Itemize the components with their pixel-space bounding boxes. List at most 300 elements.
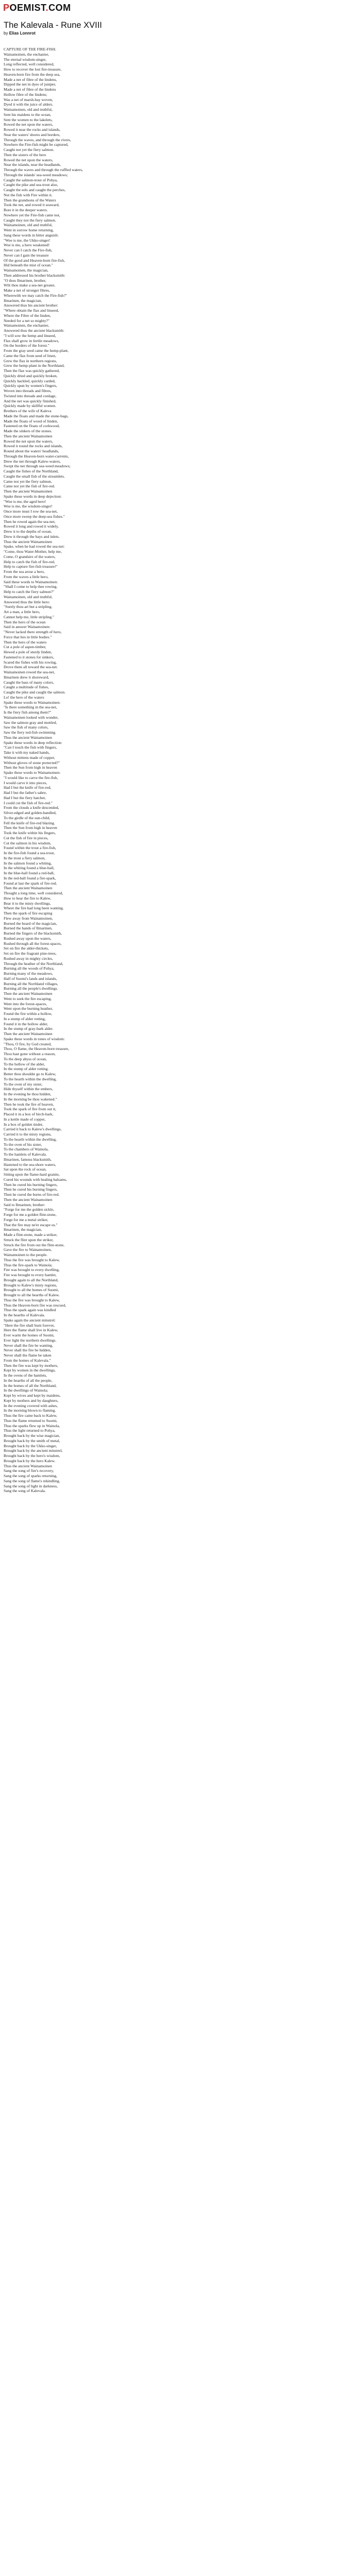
poem-line: To the deep abyss of ocean, (4, 1056, 47, 1061)
poem-line: Burned the hands of Ilmarinen, (4, 926, 53, 931)
poem-line: Carried it to the misty regions, (4, 1132, 52, 1137)
author-link[interactable]: Elias Lonnrot (9, 31, 36, 36)
poem-line: Wainamoinen, the enchanter, (4, 52, 50, 57)
poem-line: From the gray seed came the hemp-plant, (4, 348, 69, 353)
poem-line: Woe is me, a hero weakened! (4, 243, 50, 248)
poem-line: Thought a long time, well considered, (4, 891, 63, 895)
byline-label: by (4, 31, 8, 36)
poem-line: Found it in the hollow alder, (4, 1021, 48, 1026)
poem-line: Went upon the burning heather, (4, 1006, 53, 1011)
poem-line: Set on fire the fragrant pine-trees, (4, 951, 57, 956)
poem-line: Said in answer Wainamoinen: (4, 624, 51, 630)
poem-line: Answered thus the ancient blacksmith: (4, 328, 64, 333)
poem-line: "Is there something in the sea-net, (4, 705, 57, 710)
poem-line: Burning all the Northland villages, (4, 981, 58, 986)
poem-line: Placed it in a box of birch-bark, (4, 1112, 54, 1116)
poem-line: Kept by wives and kept by maidens, (4, 1393, 61, 1398)
poem-line: Hastened to the sea-shore waters, (4, 1162, 56, 1167)
poem-line: To the hearth within the dwelling, (4, 1137, 57, 1142)
poem-line: Wainamoinen looked with wonder, (4, 715, 59, 720)
poem-line: Saw the fiery red-fish swimming. (4, 730, 56, 735)
poem-line: Then the hero of the ocean (4, 619, 46, 624)
poem-line: Had I but the father's sabre, (4, 790, 47, 795)
poem-line: Made the floats and made the stone-bags, (4, 413, 69, 418)
poem-line: Rushed away in mighty circles, (4, 956, 53, 961)
poem-line: Cut the fish of fire in pieces, (4, 835, 48, 840)
poem-line: Thou hast gone without a reason, (4, 1052, 56, 1056)
poem-line: That the fire may ne'er escape us." (4, 1222, 58, 1227)
poem-line: Made the floats of wood of linden, (4, 418, 58, 423)
poem-line: In the evening covered with ashes, (4, 1403, 58, 1408)
poem-line: Better thou shouldst go to Kalew, (4, 1072, 56, 1076)
poem-line: Grew the hemp-plant in the Northland, (4, 363, 65, 368)
poem-line: In a stump of alder rotting, (4, 1016, 46, 1021)
poem-line: Sang the song of sparks returning, (4, 1473, 57, 1478)
poem-line: Of the good and Heaven-born fire-fish, (4, 258, 65, 263)
poem-line: Struck the flint upon the striker, (4, 1237, 54, 1242)
poem-line: Brothers of the wife of Kaleva (4, 409, 52, 413)
poem-line: Then the grandsons of the Waters (4, 197, 56, 202)
poem-line: Then the ancient Wainamoinen (4, 489, 53, 494)
poem-line: From the waves a little hero, (4, 574, 48, 579)
poem-line: Caught the pike and sea-trout also, (4, 182, 58, 188)
poem-line: Forge for me a metal striker, (4, 1217, 48, 1222)
poem-line: Thus the ancient Wainamoinen (4, 539, 52, 544)
poem-line: Sang the song of fire's recovery, (4, 1468, 54, 1473)
poem-line: Brought back by the Ukko-singer, (4, 1443, 57, 1448)
poem-line: Quickly made by skillful women. (4, 403, 56, 409)
poem-line: Dipped the net in dyes of juniper, (4, 82, 56, 87)
poem-line: Came not yet the fiery salmon, (4, 479, 52, 484)
poem-line: Thus the fire came back to Kalew, (4, 1413, 57, 1418)
poem-line: Wainamoinen, old and truthful, (4, 107, 53, 112)
poem-line: Rowed the net upon the waters, (4, 122, 53, 127)
poem-line: Wainamoinen to the people. (4, 1252, 48, 1257)
poem-line: Ilmarinen drew it shoreward, (4, 674, 50, 680)
poem-line: In the hearths of all the people, (4, 1378, 53, 1383)
poem-line: Nowhere yet the Fire-fish came not, (4, 212, 60, 217)
poem-line: Through the islands' sea-weed meadows; (4, 172, 68, 177)
poem-byline (4, 31, 361, 36)
poem-line: Wainamoinen, the enchanter, (4, 323, 50, 328)
poem-line: Cut the salmon in his wisdom, (4, 840, 52, 845)
poem-line: Rushed through all the forest-spaces, (4, 941, 62, 946)
poem-line: Then the sisters of the hero (4, 152, 46, 157)
poem-line: Said to Ilmarinen, brother: (4, 1202, 45, 1207)
poem-line: Quickly spun by women's fingers, (4, 383, 57, 388)
poem-line: Bear it to the misty dwellings, (4, 901, 51, 906)
poem-line: And the net was quickly finished, (4, 398, 57, 403)
poem-line: Cannot help me, little stripling." (4, 614, 55, 619)
poem-line: Carried it back to Kalew's dwellings, (4, 1127, 62, 1132)
poem-line: Said these words to Wainamoinen: (4, 579, 58, 584)
poem-line: Then the fire was kept by mothers, (4, 1363, 58, 1368)
poem-line: Never shall the fire be hidden, (4, 1348, 51, 1353)
poem-line: Burned the beard of the magician, (4, 921, 57, 926)
poem-line: In the fire-fish found a sea-trout, (4, 851, 55, 855)
poem-line: In the salmon found a whiting, (4, 860, 52, 866)
poem-line: Near the waters' shores and borders, (4, 132, 60, 137)
poem-line: Sang the song of light in darkness, (4, 1483, 58, 1488)
poem-line: I would carve it into pieces, (4, 780, 47, 785)
poem-line: Long reflected, well considered, (4, 62, 55, 67)
poem-line: "Thou, O fire, by God created, (4, 1041, 52, 1046)
poem-line: "Come, thou Water-Mother, help me, (4, 549, 62, 554)
poem-line: Help to catch the fiery salmon?" (4, 589, 55, 594)
poem-line: Sang the song of Kalevala. (4, 1488, 46, 1494)
poem-line: Once more sweep the deep-sea fishes." (4, 514, 65, 519)
site-logo[interactable] (3, 3, 71, 12)
poem-line: Force that lies in little bodies." (4, 634, 52, 639)
poem-line: Ilmarinen, the magician, (4, 298, 42, 303)
poem-line: "O thou Ilmarinen, brother, (4, 278, 46, 283)
poem-line: Sitting upon the flame-hard granite, (4, 1172, 60, 1177)
poem-line: "I will sow the hemp and linseed, (4, 333, 56, 338)
poem-title: The Kalevala - Rune XVIII (4, 21, 102, 30)
poem-line: In the dwellings of Wainola; (4, 1388, 48, 1393)
poem-line: Cut a pole of aspen-timber, (4, 645, 46, 650)
poem-line: Without mittens made of copper, (4, 755, 55, 760)
poem-line: Took the knife within his fingers, (4, 831, 56, 835)
poem-line: Ever light the northern dwellings. (4, 1337, 57, 1343)
poem-line: Thus the ancient Wainamoinen (4, 735, 52, 740)
poem-line: Went to seek the fire escaping, (4, 996, 52, 1001)
poem-line: Help to catch the fish of fire-red, (4, 559, 55, 564)
poem-line: Fastened on the floats of corkwood, (4, 423, 60, 429)
poem-line: Sat upon the rock of ocean, (4, 1167, 47, 1172)
poem-line: In the whiting found a blue-ball, (4, 866, 55, 871)
poem-line: Fire was brought to every dwelling, (4, 1267, 60, 1273)
poem-line: Hollow fibre of the lindens; (4, 92, 47, 97)
poem-line: Caught the salmon-trout of Pohya, (4, 177, 58, 182)
poem-line: Caught the small fish of the streamlets. (4, 473, 65, 479)
logo-dot: . (45, 3, 49, 13)
poem-line: Brought again to all the Northland, (4, 1277, 59, 1282)
poem-line: Drew it to the depths of ocean, (4, 529, 52, 534)
poem-line: Thus the fire was brought to Kalew, (4, 1297, 60, 1302)
poem-line: Made the sinkers of the stones. (4, 429, 53, 433)
poem-line: Came not yet the fish of fire-red. (4, 484, 55, 489)
poem-line: Thus the flame returned to Suomi, (4, 1418, 58, 1423)
poem-line: In the homes of all the Northland, (4, 1383, 57, 1388)
poem-line: Brought back by the hero's wisdom, (4, 1453, 60, 1458)
poem-line: Then he cured the burns of fire-red. (4, 1192, 60, 1197)
poem-line: Then the ancient Wainamoinen (4, 1031, 53, 1036)
poem-line: Caught a multitude of fishes, (4, 685, 49, 690)
poem-line: Needed for a net so mighty?" (4, 318, 50, 323)
logo-word: OEMIST (9, 3, 46, 13)
poem-line: Then the flax was quickly gathered, (4, 368, 60, 373)
poem-line: Thus the sparks flew up in Wainola, (4, 1423, 60, 1428)
poem-line: Then he cured his burning fingers, (4, 1182, 58, 1187)
poem-line: In the red-ball found a fire-spark, (4, 875, 56, 880)
poem-line: CAPTURE OF THE FIRE-FISH. (4, 47, 56, 52)
poem-line: Flew away from Wainamoinen, (4, 916, 53, 921)
poem-line: Quickly hackled, quickly carded, (4, 378, 56, 383)
poem-line: Twisted into threads and cordage, (4, 393, 57, 398)
poem-line: Once more must I row the sea-net, (4, 509, 58, 514)
poem-line: Never can I gain the treasure (4, 252, 49, 258)
poem-line: Hide thyself within the embers, (4, 1087, 53, 1092)
poem-line: To the oven of my sister, (4, 1081, 43, 1087)
poem-line: Wainamoinen, old and truthful, (4, 223, 53, 228)
poem-line: Drew the net through Kalew-waters, (4, 459, 61, 464)
poem-line: Thus the spark again was kindled (4, 1308, 56, 1313)
poem-line: Fell the knife of fire-red blazing. (4, 820, 55, 825)
poem-line: Help to capture fire-fish treasure!" (4, 564, 58, 569)
poem-line: Had I but the fiery hatchet, (4, 795, 46, 800)
poem-line: Through the Heaven-born water-currents, (4, 453, 69, 459)
poem-line: Wainamoinen rowed the sea-net, (4, 670, 55, 674)
poem-line: In the morning be thou wakened." (4, 1096, 57, 1101)
poem-line: Ilmarinen, famous blacksmith, (4, 1157, 52, 1162)
poem-line: Answered thus his ancient brother: (4, 303, 58, 308)
poem-line: Where the fire had long been wanting. (4, 906, 64, 911)
poem-line: Flax shall grow in fertile meadows, (4, 338, 59, 343)
poem-line: Came the flax from seed of linen, (4, 353, 56, 358)
poem-line: Brought to Kalew's misty regions, (4, 1282, 57, 1287)
poem-line: Thus the light returned to Pohya, (4, 1428, 55, 1433)
poem-line: Through the heather of the Northland, (4, 961, 63, 966)
poem-line: "Can I touch the fish with fingers, (4, 745, 57, 750)
poem-line: To the oven of his sister, (4, 1142, 42, 1147)
poem-line: Brought to all the hearths of Kalew. (4, 1293, 60, 1297)
poem-line: Drove them all toward the sea-net. (4, 665, 58, 670)
poem-line: Rowed it near the rocks and islands, (4, 127, 60, 132)
poem-line: Then he rowed again the sea-net, (4, 519, 56, 524)
poem-line: How to bear the fire to Kalew, (4, 895, 52, 901)
poem-line: Hewed a pole of sturdy linden, (4, 650, 52, 654)
poem-line: Caught the bass of many colors, (4, 680, 54, 685)
poem-line: Made a net of fibre of the lindens (4, 87, 56, 92)
poem-line: Through the waves, and through the rivers, (4, 137, 71, 142)
poem-line: Never shall the fire be wanting, (4, 1343, 53, 1348)
poem-line: Sent the women to the lakelets, (4, 117, 53, 122)
poem-line: Spake these words in deep reflection: (4, 740, 62, 745)
poem-line: Caught they not the fiery salmon. (4, 217, 56, 223)
poem-line: Is the fiery fish among them?" (4, 710, 52, 715)
poem-line: Woven into threads and fibres, (4, 388, 52, 393)
poem-line: Sang these words in bitter anguish: (4, 232, 59, 238)
poem-line: "I would like to carve the fire-fish, (4, 775, 58, 780)
poem-line: Found within the trout a fire-fish, (4, 845, 56, 851)
poem-line: Saw the salmon gray and mottled, (4, 720, 57, 725)
poem-line: Fire was brought to every hamlet, (4, 1273, 57, 1277)
poem-line: To the hearth within the dwelling, (4, 1076, 57, 1081)
poem-line: Rushed away upon the waters, (4, 936, 52, 941)
poem-line: Spake these words to Wainamoinen: (4, 700, 61, 705)
poem-line: Through the waves and through the ruffled waters, (4, 167, 83, 172)
poem-line: Sent his maidens to the ocean, (4, 112, 51, 117)
poem-line: Spake again the ancient minstrel: (4, 1317, 56, 1323)
poem-line: In the stump of alder rotting. (4, 1066, 49, 1072)
poem-line: Half of Suomi's lands and islands, (4, 976, 57, 981)
poem-line: In the ovens of the hamlets, (4, 1373, 47, 1378)
poem-line: Brought to all the homes of Suomi, (4, 1287, 59, 1293)
poem-line: From the clouds a knife descended, (4, 805, 59, 810)
poem-line: "Woe is me, the Ukko-singer! (4, 238, 51, 243)
poem-line: From the sea arose a hero, (4, 569, 45, 574)
poem-line: Answered thus the little hero: (4, 599, 50, 604)
poem-line: "Never lacked there strength of hero, (4, 630, 62, 634)
poem-line: Grew the flax in northern regions, (4, 358, 57, 363)
poem-line: Without gloves of stone protected?" (4, 760, 60, 765)
poem-line: Brought back by the ancient minstrel, (4, 1448, 63, 1453)
poem-line: Thus the fire-spark to Wainola; (4, 1262, 53, 1267)
poem-line: In the blue-ball found a red-ball, (4, 871, 55, 875)
poem-line: In the stump of gray-bark alder. (4, 1026, 54, 1031)
poem-line: Found the fire within a hollow, (4, 1011, 52, 1016)
poem-line: To the chambers of Wainola, (4, 1147, 49, 1152)
poem-line: Silver-edged and golden-handled, (4, 810, 57, 815)
poem-line: Wherewith we may catch the Fire-fish?" (4, 293, 68, 298)
poem-line: To the girdle of the sun-child, (4, 815, 51, 820)
poem-line: Kept by women in the dwellings, (4, 1368, 56, 1373)
poem-line: "Here the fire shall burn forever, (4, 1323, 55, 1328)
poem-line: Fastened to it stones for sinkers, (4, 654, 54, 659)
poem-line: Where the Fibre of the linden, (4, 313, 51, 318)
poem-line: Took the spark of fire from out it, (4, 1107, 56, 1112)
poem-line: Caught the fishes of the Northland, (4, 469, 59, 473)
poem-line: Wainamoinen, old and truthful, (4, 594, 53, 599)
poem-line: From the homes of Kalevala." (4, 1358, 51, 1363)
poem-line: Made a net of fibre of the lindens, (4, 77, 57, 82)
poem-line: Wilt thou make a sea-net greater, (4, 283, 56, 288)
poem-line: Burning all the woods of Pohya, (4, 966, 55, 971)
poem-line: To the hamlets of Kalevala. (4, 1152, 47, 1157)
poem-line: Make a net of stronger fibres, (4, 288, 50, 293)
poem-line: Rowed the net upon the waters, (4, 157, 53, 162)
poem-line: In the morning blown to flaming. (4, 1408, 56, 1413)
poem-line: Then the ancient Wainamoinen (4, 1197, 53, 1202)
poem-line: Cured his wounds with healing balsams, (4, 1177, 67, 1182)
poem-line: Take it with my naked hands, (4, 750, 50, 755)
poem-line: Thus the Heaven-born fire was rescued, (4, 1302, 67, 1308)
poem-line: Saw the fish of many colors, (4, 725, 48, 730)
poem-line: "Where obtain the flax and linseed, (4, 308, 59, 313)
poem-line: "Forge for me the golden sickle, (4, 1207, 54, 1212)
poem-line: "Woe is me, the aged hero! (4, 499, 46, 504)
poem-line: Then he took the fire of heaven, (4, 1101, 54, 1107)
poem-line: Thus the fire was brought to Kalew, (4, 1257, 60, 1262)
poem-line: Quickly dried and quickly broken, (4, 373, 58, 378)
poem-line: How to recover the lost fire-treasure, (4, 67, 62, 72)
poem-line: Come, O grandsire of the waters, (4, 554, 56, 559)
poem-line: Caught the eels and caught the perches, (4, 188, 65, 192)
poem-line: Rowed it round the rocks and islands, (4, 444, 63, 449)
poem-line: To the hollow of the alder, (4, 1061, 45, 1066)
poem-line: Burning all the people's dwellings. (4, 986, 58, 991)
poem-line: Spake these words in tones of wisdom: (4, 1036, 65, 1041)
poem-line: In a kettle made of copper, (4, 1116, 46, 1122)
poem-line: Never shall the flame be taken (4, 1353, 52, 1358)
poem-line: Was a net of marsh-hay woven, (4, 97, 53, 102)
poem-line: Caught the pike and caught the salmon. (4, 690, 65, 694)
site-header (0, 0, 361, 14)
poem-line: Spake these words in deep dejection: (4, 494, 62, 499)
poem-line: Bore it in the deeper waters. (4, 208, 48, 212)
logo-tld: COM (48, 3, 71, 13)
poem-line: Thou, O flame, the Heaven-born treasure, (4, 1046, 69, 1052)
poem-line: Rowed it long and rowed it widely, (4, 524, 59, 529)
poem-line: In a box of golden tinder, (4, 1122, 43, 1127)
poem-line: Hid beneath the mist of ocean." (4, 263, 53, 268)
poem-line: Art a man, a little hero, (4, 609, 40, 614)
poem-line: In the trout a fiery salmon, (4, 855, 45, 860)
poem-line: Forge for me a golden flint-stone, (4, 1212, 57, 1217)
poem-line: Nowhere the Fire-fish might be captured, (4, 142, 69, 147)
poem-line: Then he cured his burning fingers, (4, 1187, 58, 1192)
poem-line: Swept the net through sea-weed meadows; (4, 464, 71, 469)
poem-line: Drew it through the bays and inlets. (4, 534, 60, 539)
poem-line: Near the islands, near the headlands, (4, 162, 61, 167)
poem-line: Brought back by the wise magician, (4, 1433, 60, 1438)
poem-line: Dyed it with the juice of alders. (4, 102, 53, 107)
poem-line: Then the ancient Wainamoinen (4, 886, 53, 891)
poem-line: Then addressed his brother blacksmith: (4, 273, 65, 278)
poem-line: Here the flame shall live in Kalew, (4, 1328, 58, 1333)
poem-line: Brought back by the smith of metal, (4, 1438, 60, 1443)
poem-line: Kept by mothers and by daughters, (4, 1398, 59, 1403)
poem-line: Then the ancient Wainamoinen (4, 991, 53, 996)
poem-body (4, 47, 361, 1494)
poem-line: Thus the ancient Wainamoinen (4, 1463, 52, 1468)
poem-line: Made a flint-stone, made a striker, (4, 1232, 58, 1237)
poem-line: Rowed the net upon the waters, (4, 438, 53, 444)
poem-line: Heaven-born fire from the deep sea, (4, 72, 60, 77)
poem-line: Then the hero of the waters (4, 639, 47, 645)
poem-line: On the borders of the forest." (4, 343, 50, 348)
poem-line: Scared the fishes with his rowing, (4, 659, 57, 665)
poem-line: Struck the fire from out the flint-stone, (4, 1242, 64, 1247)
poem-line: Brought back by the hero Kalew. (4, 1458, 56, 1463)
poem-line: Woe is me, the wisdom-singer! (4, 504, 53, 509)
poem-line: Then the spark of fire escaping (4, 911, 53, 916)
poem-line: Wainamoinen, the magician, (4, 268, 48, 273)
poem-line: "Shall I come to help thee rowing, (4, 584, 58, 589)
poem-line: Took the net, and rowed it seaward, (4, 202, 60, 208)
poem-line: Then the ancient Wainamoinen (4, 433, 53, 438)
poem-line: Sang the song of flame's rekindling, (4, 1478, 60, 1483)
poem-line: In the hearths of Kalevala. (4, 1313, 45, 1317)
poem-line: In the evening be thou hidden, (4, 1092, 52, 1096)
poem-line: Round about the waters' headlands, (4, 449, 59, 453)
poem-line: Never can I catch the Fire-fish, (4, 248, 53, 252)
poem-line: I could cut the fish of fire-red." (4, 800, 53, 805)
poem-line: Had I but the knife of fire-red, (4, 785, 52, 790)
poem-line: Ilmarinen, the magician, (4, 1227, 42, 1232)
logo-letter-p: P (3, 3, 10, 13)
poem-line: Went into the forest-spaces, (4, 1001, 47, 1006)
poem-line: Caught not yet the fiery salmon. (4, 147, 54, 152)
poem-line: Lo! the hero of the waters (4, 694, 44, 700)
poem-line: Then the Sun from high in heaven (4, 765, 57, 770)
poem-content (0, 14, 361, 1494)
poem-line: Burned the fingers of the blacksmith, (4, 931, 62, 936)
poem-line: Ever warm the homes of Suomi, (4, 1333, 55, 1337)
poem-line: Then the Sun from high in heaven (4, 825, 57, 831)
poem-line: Spake, when he had rowed the sea-net: (4, 544, 65, 549)
poem-line: "Surely thou art but a stripling, (4, 604, 53, 609)
poem-line: Found at last the spark of fire-red. (4, 880, 57, 886)
poem-line: Set on fire the alder-thickets, (4, 946, 49, 951)
poem-line: Burning many of the meadows, (4, 971, 53, 976)
poem-line: Not the fish with Fire within it. (4, 192, 53, 197)
poem-line: The eternal wisdom-singer, (4, 57, 46, 62)
poem-line: Went in sorrow home returning, (4, 228, 54, 232)
poem-line: Gave the fire to Wainamoinen, (4, 1247, 52, 1252)
poem-line: Spake these words to Wainamoinen: (4, 770, 61, 775)
